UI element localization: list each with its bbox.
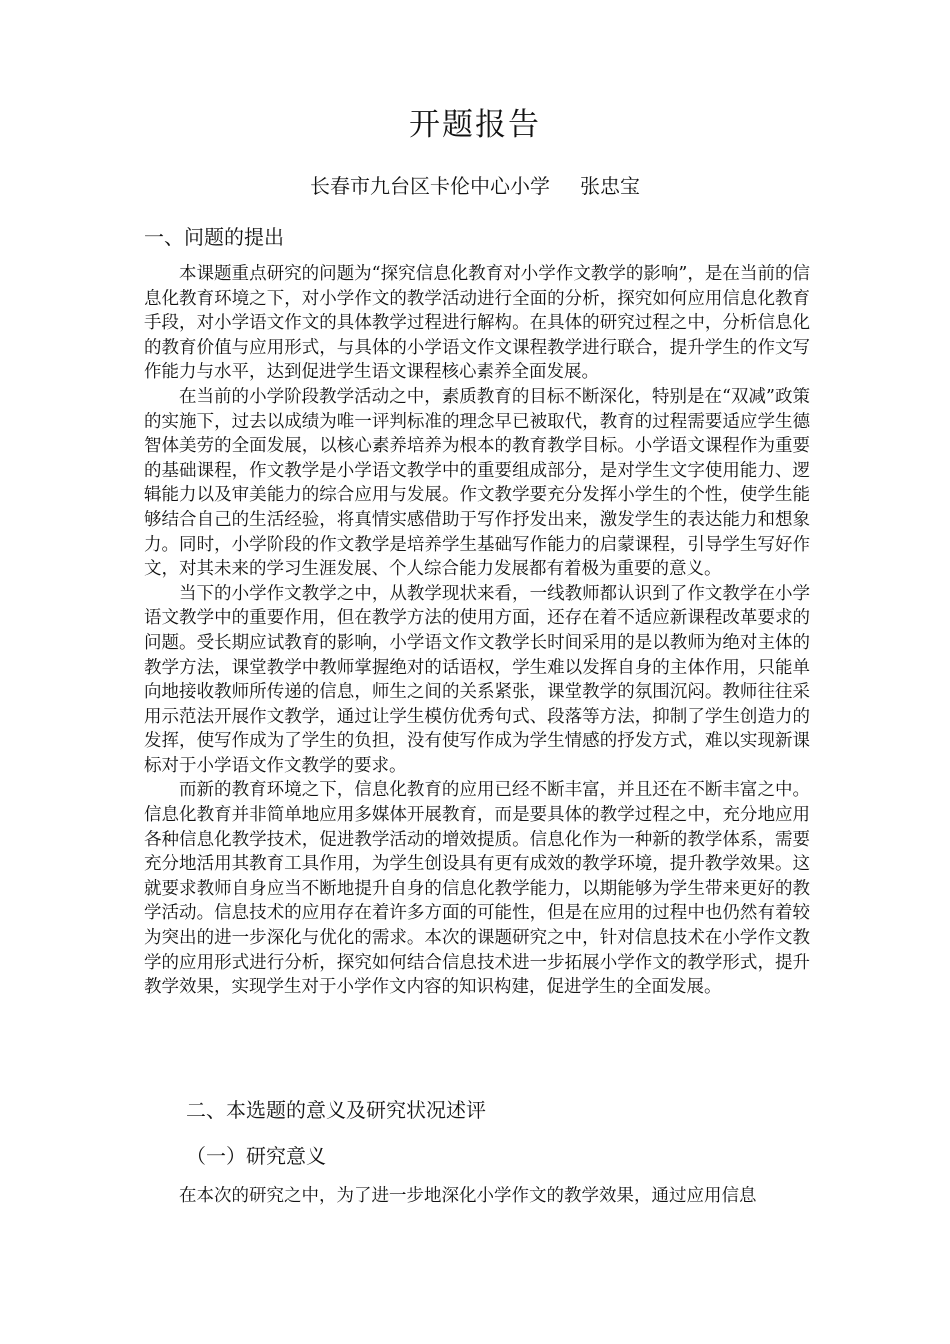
paragraph-2: 在当前的小学阶段教学活动之中，素质教育的目标不断深化，特别是在“双减”政策的实施下，过去以成绩为唯一评判标准的理念早已被取代，教育的过程需要适应学生德智体美劳的全面发展，以核心素养培养为根本的教育教学目标。小学语文课程作为重要的基础课程，作文教学是小学语文教学中的重要组成部分，是对学生文字使用能力、逻辑能力以及审美能力的综合应用与发展。作文教学要充分发挥小学生的个性，使学生能够结合自己的生活经验，将真情实感借助于写作抒发出来，激发学生的表达能力和想象力。同时，小学阶段的作文教学是培养学生基础写作能力的启蒙课程，引导学生写好作文，对其未来的学习生涯发展、个人综合能力发展都有着极为重要的意义。 <box>144 386 810 580</box>
author-name: 张忠宝 <box>580 174 640 198</box>
author-school: 长春市九台区卡伦中心小学 <box>310 174 550 198</box>
paragraph-1: 本课题重点研究的问题为“探究信息化教育对小学作文教学的影响”，是在当前的信息化教育环境之下，对小学作文的教学活动进行全面的分析，探究如何应用信息化教育手段，对小学语文作文的具体教学过程进行解构。在具体的研究过程之中，分析信息化的教育价值与应用形式，与具体的小学语文作文课程教学进行联合，提升学生的作文写作能力与水平，达到促进学生语文课程核心素养全面发展。 <box>144 264 810 383</box>
paragraph-3: 当下的小学作文教学之中，从教学现状来看，一线教师都认识到了作文教学在小学语文教学中的重要作用，但在教学方法的使用方面，还存在着不适应新课程改革要求的问题。受长期应试教育的影响，小学语文作文教学长时间采用的是以教师为绝对主体的教学方法，课堂教学中教师掌握绝对的话语权，学生难以发挥自身的主体作用，只能单向地接收教师所传递的信息，师生之间的关系紧张，课堂教学的氛围沉闷。教师往往采用示范法开展作文教学，通过让学生模仿优秀句式、段落等方法，抑制了学生创造力的发挥，使写作成为了学生的负担，没有使写作成为学生情感的抒发方式，难以实现新课标对于小学语文作文教学的要求。 <box>144 583 810 776</box>
paragraph-4: 而新的教育环境之下，信息化教育的应用已经不断丰富，并且还在不断丰富之中。信息化教育并非简单地应用多媒体开展教育，而是要具体的教学过程之中，充分地应用各种信息化教学技术，促进教学活动的增效提质。信息化作为一种新的教学体系，需要充分地活用其教育工具作用，为学生创设具有更有成效的教学环境，提升教学效果。这就要求教师自身应当不断地提升自身的信息化教学能力，以期能够为学生带来更好的教学活动。信息技术的应用存在着许多方面的可能性，但是在应用的过程中也仍然有着较为突出的进一步深化与优化的需求。本次的课题研究之中，针对信息技术在小学作文教学的应用形式进行分析，探究如何结合信息技术进一步拓展小学作文的教学形式，提升教学效果，实现学生对于小学作文内容的知识构建，促进学生的全面发展。 <box>144 780 810 998</box>
section-1-body <box>144 262 810 1000</box>
document-title: 开题报告 <box>409 107 541 143</box>
section-1-heading: 一、问题的提出 <box>144 225 284 249</box>
section-2-first-line: 在本次的研究之中，为了进一步地深化小学作文的教学效果，通过应用信息 <box>179 1186 757 1206</box>
section-2-heading: 二、本选题的意义及研究状况述评 <box>186 1098 486 1122</box>
author-line <box>0 168 950 204</box>
section-2-subheading: （一）研究意义 <box>186 1144 326 1168</box>
